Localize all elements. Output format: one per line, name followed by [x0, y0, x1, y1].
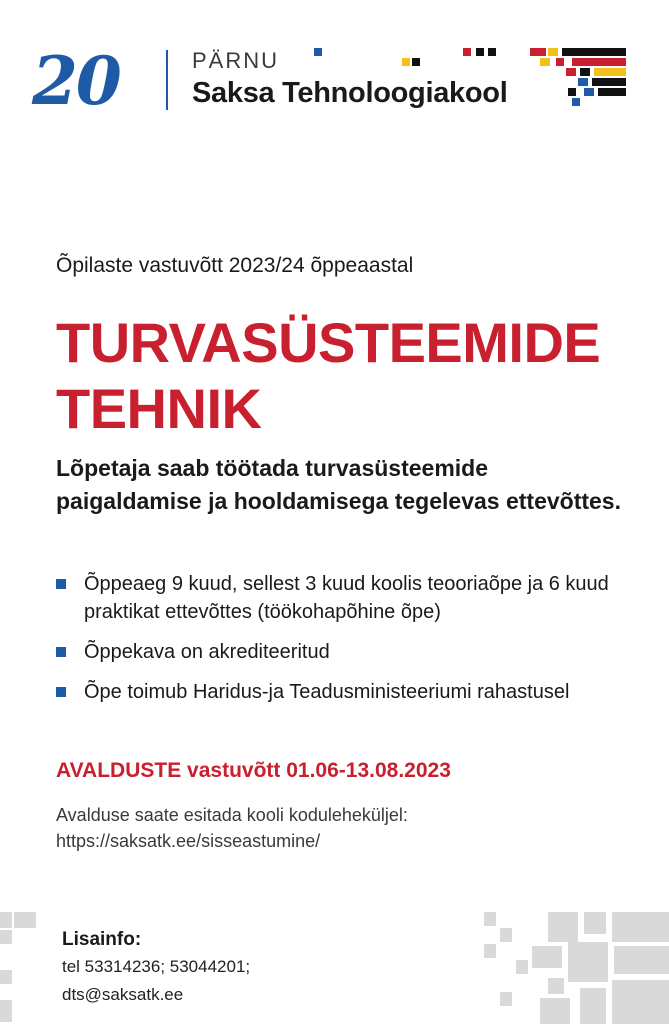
contact-email-link[interactable]: dts@saksatk.ee	[62, 985, 184, 1004]
headline-line-1: TURVASÜSTEEMIDE	[56, 311, 601, 374]
apply-text: Avalduse saate esitada kooli koduleheküljel:	[56, 805, 408, 825]
headline	[56, 310, 600, 442]
application-deadline: AVALDUSTE vastuvõtt 01.06-13.08.2023	[56, 759, 451, 782]
square-bullet-icon	[56, 687, 66, 697]
list-item-text: Õpe toimub Haridus-ja Teadusministeeriumi rahastusel	[84, 681, 570, 703]
intro-subtitle: Õpilaste vastuvõtt 2023/24 õppeaastal	[56, 254, 414, 277]
list-item-text: Õppeaeg 9 kuud, sellest 3 kuud koolis teooriaõpe ja 6 kuud praktikat ettevõttes (töökohapõhine õpe)	[84, 573, 609, 623]
logo-city: PÄRNU	[192, 48, 280, 73]
list-item	[56, 678, 646, 706]
lead-text: Lõpetaja saab töötada turvasüsteemide paigaldamise ja hooldamisega tegelevas ettevõttes.	[56, 455, 621, 514]
list-item	[56, 570, 646, 626]
list-item	[56, 638, 646, 666]
bullet-list	[56, 570, 646, 718]
contact-title: Lisainfo:	[62, 929, 142, 950]
square-bullet-icon	[56, 579, 66, 589]
logo-school-name: Saksa Tehnoloogiakool	[192, 77, 508, 109]
list-item-text: Õppekava on akrediteeritud	[84, 641, 330, 663]
headline-line-2: TEHNIK	[56, 377, 262, 440]
apply-info	[56, 802, 408, 854]
logo-divider	[166, 50, 168, 110]
logo-number: 20	[32, 42, 120, 120]
apply-url-link[interactable]: https://saksatk.ee/sisseastumine/	[56, 831, 321, 851]
contact-phone: tel 53314236; 53044201;	[62, 957, 251, 976]
square-bullet-icon	[56, 647, 66, 657]
